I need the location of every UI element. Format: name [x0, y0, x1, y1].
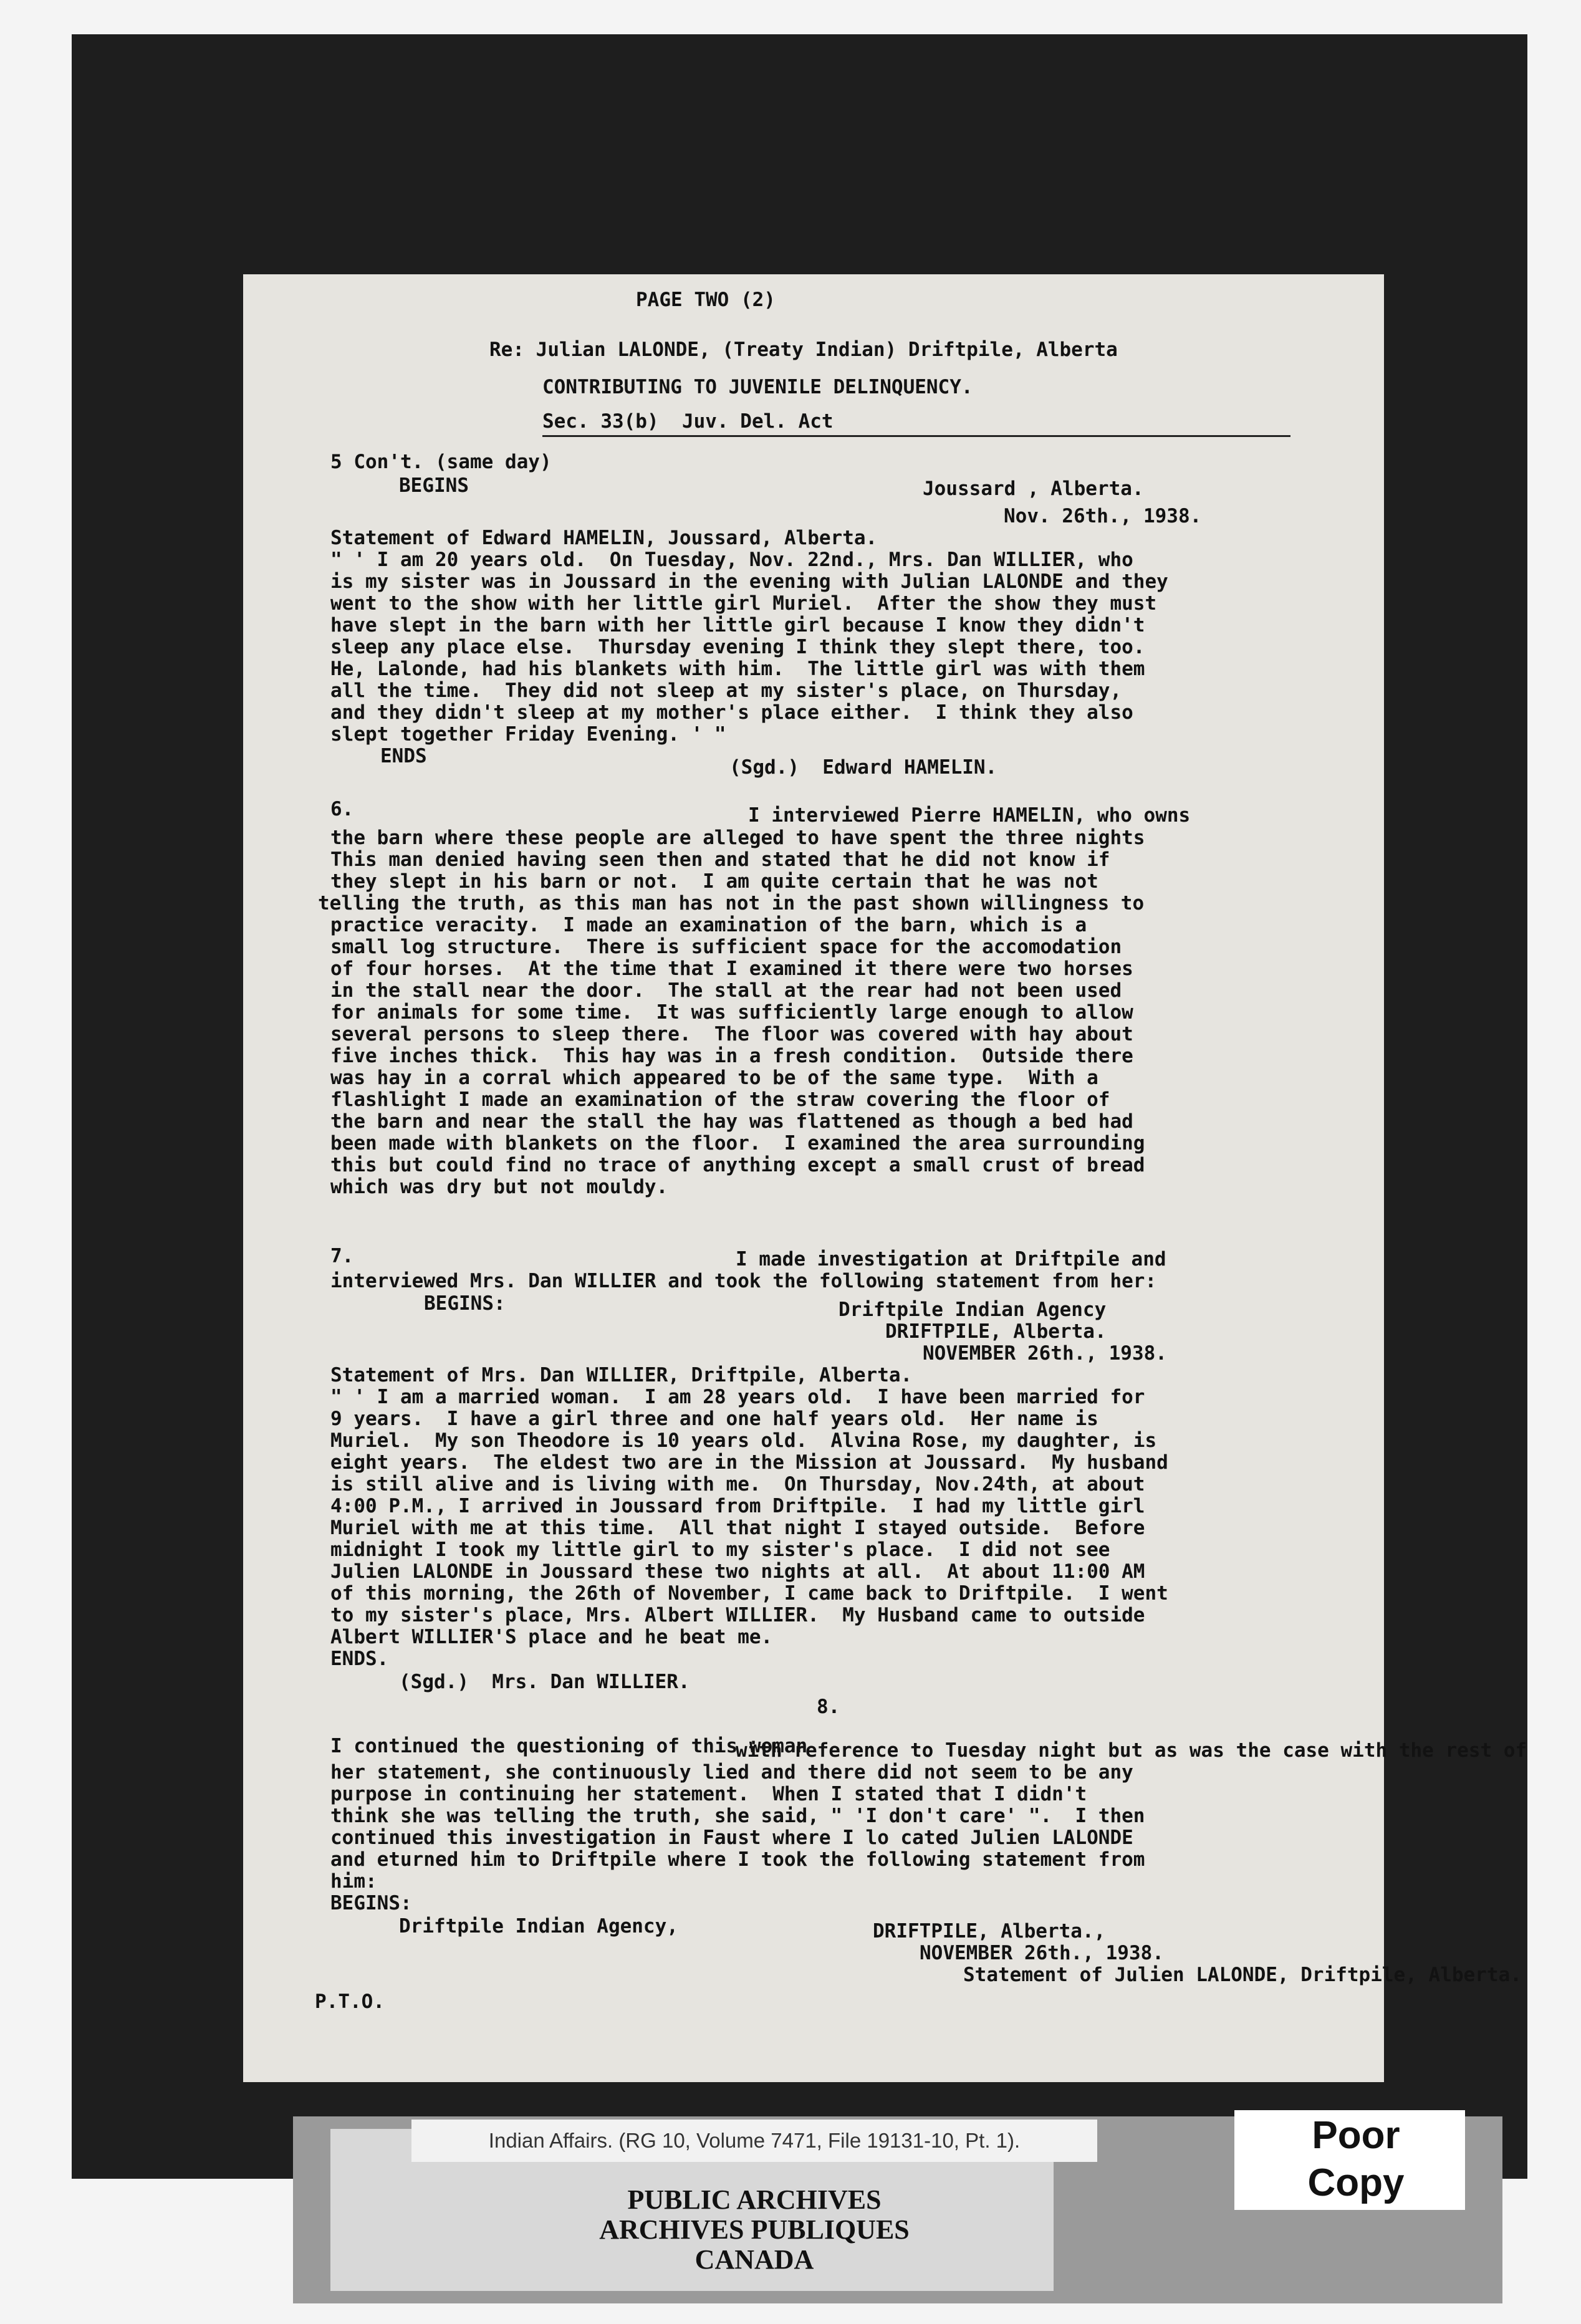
archives-line-country: CANADA	[694, 2244, 814, 2275]
doc-line: the barn and near the stall the hay was flattened as though a bed had	[330, 1110, 1133, 1133]
doc-line: been made with blankets on the floor. I examined the area surrounding	[330, 1132, 1145, 1155]
doc-line: have slept in the barn with her little girl because I know they didn't	[330, 614, 1145, 636]
archives-line-en: PUBLIC ARCHIVES	[627, 2184, 882, 2215]
doc-line: ENDS	[380, 745, 427, 767]
doc-line: DRIFTPILE, Alberta.	[885, 1320, 1107, 1343]
doc-line: in the stall near the door. The stall at the rear had not been used	[330, 979, 1122, 1002]
poor-copy-text	[1272, 2112, 1440, 2207]
doc-line: for animals for some time. It was sufficiently large enough to allow	[330, 1001, 1133, 1024]
doc-line: BEGINS	[399, 474, 469, 497]
doc-line: is my sister was in Joussard in the evening with Julian LALONDE and they	[330, 570, 1168, 593]
header-underline	[542, 435, 1290, 437]
doc-line: NOVEMBER 26th., 1938.	[923, 1342, 1167, 1365]
doc-line: 9 years. I have a girl three and one half years old. Her name is	[330, 1408, 1098, 1430]
doc-line: He, Lalonde, had his blankets with him. The little girl was with them	[330, 658, 1145, 680]
doc-line: BEGINS:	[330, 1892, 412, 1914]
signature-line: (Sgd.) Edward HAMELIN.	[729, 756, 997, 779]
doc-line: telling the truth, as this man has not in the past shown willingness to	[318, 892, 1145, 915]
doc-line: 5 Con't. (same day)	[330, 451, 552, 473]
poor-word: Poor	[1312, 2114, 1400, 2157]
doc-line: I made investigation at Driftpile and	[736, 1248, 1166, 1270]
doc-line: interviewed Mrs. Dan WILLIER and took the following statement from her:	[330, 1270, 1157, 1292]
copy-word: Copy	[1307, 2161, 1405, 2204]
doc-line: went to the show with her little girl Muriel. After the show they must	[330, 592, 1157, 615]
page-heading: PAGE TWO (2)	[636, 289, 776, 311]
doc-line: Driftpile Indian Agency,	[399, 1915, 678, 1937]
doc-line: her statement, she continuously lied and there did not seem to be any	[330, 1761, 1133, 1784]
doc-line: midnight I took my little girl to my sister's place. I did not see	[330, 1539, 1110, 1561]
doc-line: continued this investigation in Faust where I lo cated Julien LALONDE	[330, 1827, 1133, 1849]
archives-line-fr: ARCHIVES PUBLIQUES	[599, 2214, 910, 2245]
doc-line: Driftpile Indian Agency	[839, 1299, 1107, 1321]
signature-line: 8.	[817, 1696, 840, 1718]
doc-line: five inches thick. This hay was in a fresh condition. Outside there	[330, 1045, 1133, 1067]
doc-line: and eturned him to Driftpile where I took the following statement from	[330, 1848, 1145, 1871]
doc-line: " ' I am a married woman. I am 28 years old. I have been married for	[330, 1386, 1145, 1408]
doc-line: P.T.O.	[315, 1990, 385, 2013]
doc-line: flashlight I made an examination of the straw covering the floor of	[330, 1088, 1110, 1111]
doc-line: think she was telling the truth, she said, " 'I don't care' ". I then	[330, 1805, 1145, 1827]
document-page	[243, 274, 1527, 2082]
doc-line: all the time. They did not sleep at my sister's place, on Thursday,	[330, 679, 1122, 702]
doc-line: BEGINS:	[424, 1292, 506, 1315]
doc-line: practice veracity. I made an examination of the barn, which is a	[330, 914, 1087, 936]
doc-line: is still alive and is living with me. On Thursday, Nov.24th, at about	[330, 1473, 1145, 1496]
doc-line: DRIFTPILE, Alberta.,	[873, 1920, 1106, 1942]
re-line: Re: Julian LALONDE, (Treaty Indian) Driftpile, Alberta	[489, 339, 1118, 361]
doc-line: I interviewed Pierre HAMELIN, who owns	[748, 804, 1191, 827]
doc-line: NOVEMBER 26th., 1938.	[920, 1942, 1164, 1964]
doc-line: him:	[330, 1870, 377, 1893]
doc-line: Nov. 26th., 1938.	[1004, 505, 1202, 527]
doc-line: of this morning, the 26th of November, I came back to Driftpile. I went	[330, 1582, 1168, 1605]
citation-label: Indian Affairs. (RG 10, Volume 7471, File 19131-10, Pt. 1).	[411, 2120, 1097, 2162]
paragraph-number: 6.	[330, 798, 354, 820]
doc-line: this but could find no trace of anything except a small crust of bread	[330, 1154, 1145, 1176]
doc-line: Muriel. My son Theodore is 10 years old. Alvina Rose, my daughter, is	[330, 1429, 1157, 1452]
doc-line: Muriel with me at this time. All that night I stayed outside. Before	[330, 1517, 1145, 1539]
doc-line: Statement of Mrs. Dan WILLIER, Driftpile, Alberta.	[330, 1364, 913, 1386]
doc-line: This man denied having seen then and stated that he did not know if	[330, 848, 1110, 871]
doc-line: with reference to Tuesday night but as was the case with the rest of	[736, 1739, 1527, 1762]
offence-line: CONTRIBUTING TO JUVENILE DELINQUENCY.	[542, 376, 973, 398]
doc-line: they slept in his barn or not. I am quite certain that he was not	[330, 870, 1098, 893]
doc-line: eight years. The eldest two are in the Mission at Joussard. My husband	[330, 1451, 1168, 1474]
doc-line: and they didn't sleep at my mother's place either. I think they also	[330, 701, 1133, 724]
paragraph-number: I continued the questioning of this woman	[330, 1735, 808, 1757]
doc-line: of four horses. At the time that I examined it there were two horses	[330, 958, 1133, 980]
doc-line: the barn where these people are alleged to have spent the three nights	[330, 827, 1145, 849]
doc-line: " ' I am 20 years old. On Tuesday, Nov. 22nd., Mrs. Dan WILLIER, who	[330, 549, 1133, 571]
archives-label	[436, 2185, 1072, 2275]
doc-line: Statement of Julien LALONDE, Driftpile, Alberta.	[963, 1964, 1522, 1986]
doc-line: Statement of Edward HAMELIN, Joussard, Alberta.	[330, 527, 878, 549]
doc-line: to my sister's place, Mrs. Albert WILLIER. My Husband came to outside	[330, 1604, 1145, 1626]
doc-line: sleep any place else. Thursday evening I think they slept there, too.	[330, 636, 1145, 658]
doc-line: (Sgd.) Mrs. Dan WILLIER.	[399, 1671, 690, 1693]
section-line: Sec. 33(b) Juv. Del. Act	[542, 410, 834, 433]
doc-line: several persons to sleep there. The floor was covered with hay about	[330, 1023, 1133, 1045]
doc-line: 4:00 P.M., I arrived in Joussard from Driftpile. I had my little girl	[330, 1495, 1145, 1517]
doc-line: which was dry but not mouldy.	[330, 1176, 668, 1198]
doc-line: Julien LALONDE in Joussard these two nights at all. At about 11:00 AM	[330, 1560, 1145, 1583]
doc-line: Albert WILLIER'S place and he beat me.	[330, 1626, 773, 1648]
doc-line: purpose in continuing her statement. When I stated that I didn't	[330, 1783, 1087, 1805]
doc-line: Joussard , Alberta.	[923, 478, 1144, 500]
doc-line: slept together Friday Evening. ' "	[330, 723, 726, 746]
doc-line: small log structure. There is sufficient space for the accomodation	[330, 936, 1122, 958]
paragraph-number: 7.	[330, 1245, 354, 1267]
doc-line: was hay in a corral which appeared to be of the same type. With a	[330, 1067, 1098, 1089]
doc-line: ENDS.	[330, 1648, 389, 1670]
